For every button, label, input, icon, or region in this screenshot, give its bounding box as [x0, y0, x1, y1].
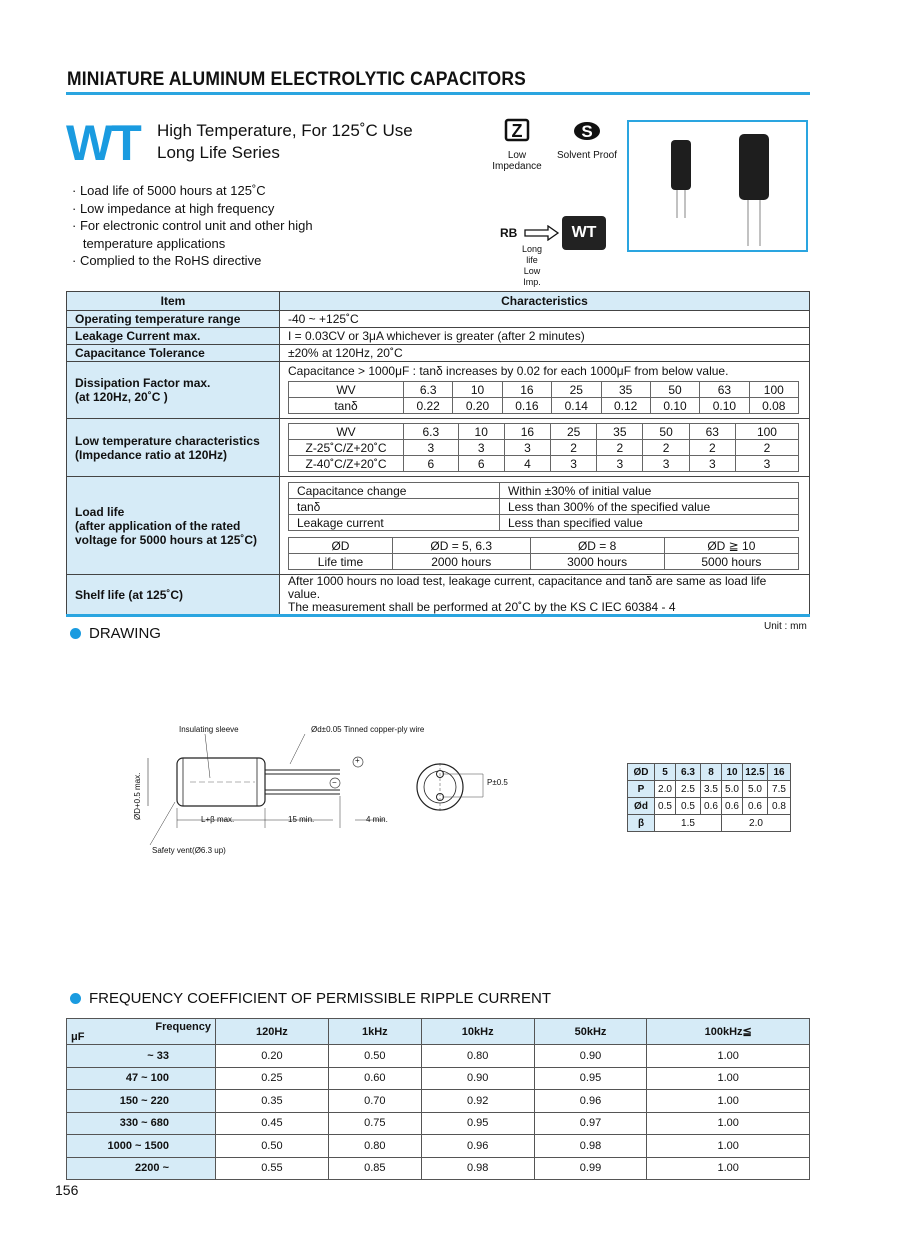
from-series-label: RB — [500, 226, 518, 240]
ll-label-3: voltage for 5000 hours at 125˚C) — [75, 532, 258, 547]
dim-cell: 5.0 — [743, 781, 768, 798]
feature-item: · For electronic control unit and other high — [72, 218, 313, 234]
diameter-label: ØD+0.5 max. — [133, 772, 142, 820]
low-temp-cell: 6 — [458, 456, 504, 472]
feature-item: temperature applications — [72, 235, 226, 251]
corner-uf-label: μF — [71, 1031, 85, 1043]
dim-cell: 0.5 — [676, 798, 701, 815]
ripple-cell: 0.70 — [328, 1090, 421, 1113]
low-temp-cell: 3 — [504, 440, 550, 456]
dimension-table — [627, 763, 791, 832]
load-life-cell — [280, 477, 810, 575]
dim-cell: 0.6 — [722, 798, 743, 815]
df-head-cell: WV — [289, 382, 404, 398]
ripple-cell: 0.99 — [534, 1157, 647, 1180]
low-temp-table — [288, 423, 799, 472]
low-temp-cell: 35 — [597, 424, 643, 440]
badge-label: Solvent Proof — [556, 150, 618, 161]
dim-cell: 6.3 — [676, 764, 701, 781]
ripple-cell: 0.96 — [534, 1090, 647, 1113]
feature-item: · Low impedance at high frequency — [72, 200, 275, 216]
low-temp-cell: 4 — [504, 456, 550, 472]
ripple-cell: 0.60 — [328, 1067, 421, 1090]
low-temp-cell: 6.3 — [404, 424, 459, 440]
df-head-cell: 16 — [502, 382, 551, 398]
low-temp-cell: 6 — [404, 456, 459, 472]
impedance-icon — [482, 118, 552, 150]
end-length-label: 4 min. — [366, 815, 388, 824]
dim-cell: β — [628, 815, 655, 832]
low-temp-cell: 3 — [458, 440, 504, 456]
df-value-cell: 0.20 — [453, 398, 502, 414]
df-label-2: (at 120Hz, 20˚C ) — [75, 390, 168, 404]
load-life-cell: Leakage current — [289, 515, 500, 531]
low-temp-cell: 16 — [504, 424, 550, 440]
df-value-cell: 0.14 — [552, 398, 601, 414]
dim-row — [628, 781, 791, 798]
minus-mark-label: − — [332, 778, 337, 787]
low-temp-cell: 2 — [689, 440, 735, 456]
dim-cell: 2.5 — [676, 781, 701, 798]
ripple-row — [67, 1112, 810, 1135]
dim-cell: 2.0 — [655, 781, 676, 798]
spec-head-characteristics: Characteristics — [280, 292, 810, 311]
ripple-cell: 1.00 — [647, 1157, 810, 1180]
arrow-right-icon — [524, 225, 560, 241]
solvent-proof-badge — [556, 118, 618, 161]
df-value-cell: 0.22 — [404, 398, 453, 414]
ripple-head-cell: 1kHz — [328, 1019, 421, 1045]
badge-label: Low Impedance — [492, 150, 542, 172]
ripple-cell: 0.90 — [421, 1067, 534, 1090]
ripple-cell: 1000 ~ 1500 — [67, 1135, 216, 1158]
dim-cell: 12.5 — [743, 764, 768, 781]
ripple-section-title — [70, 990, 551, 1007]
spec-value: ±20% at 120Hz, 20˚C — [280, 345, 810, 362]
load-life-row — [289, 515, 799, 531]
spec-head-item: Item — [67, 292, 280, 311]
flow-note-1: Long life — [522, 244, 543, 265]
low-temp-label — [67, 419, 280, 477]
svg-text:Z: Z — [511, 121, 523, 141]
drawing-title-text: DRAWING — [89, 625, 161, 642]
low-temp-cell: 50 — [643, 424, 689, 440]
life-time-cell: ØD = 8 — [530, 538, 664, 554]
dim-cell: ØD — [628, 764, 655, 781]
lt-label-1: Low temperature characteristics — [75, 433, 260, 448]
ripple-cell: 47 ~ 100 — [67, 1067, 216, 1090]
ripple-head-cell: 50kHz — [534, 1019, 647, 1045]
sleeve-label: Insulating sleeve — [179, 725, 239, 734]
shelf-text-2: The measurement shall be performed at 20˚C by the KS C IEC 60384 - 4 — [288, 600, 676, 614]
load-life-cell: Less than specified value — [500, 515, 799, 531]
corner-frequency-label: Frequency — [155, 1021, 211, 1033]
low-temp-cell: 100 — [735, 424, 798, 440]
dim-cell: 5.0 — [722, 781, 743, 798]
unit-label: Unit : mm — [764, 621, 807, 632]
ripple-cell: 0.92 — [421, 1090, 534, 1113]
flow-note — [522, 244, 542, 288]
dim-cell: 8 — [701, 764, 722, 781]
end-view-drawing — [413, 758, 488, 818]
life-time-cell: 2000 hours — [392, 554, 530, 570]
df-value-cell: tanδ — [289, 398, 404, 414]
low-temp-cell: 2 — [735, 440, 798, 456]
low-temp-cell: 3 — [597, 456, 643, 472]
load-life-cell: Less than 300% of the specified value — [500, 499, 799, 515]
ripple-cell: 2200 ~ — [67, 1157, 216, 1180]
ripple-cell: 0.50 — [328, 1045, 421, 1068]
ripple-cell: 0.45 — [216, 1112, 329, 1135]
load-life-label — [67, 477, 280, 575]
load-life-cell: tanδ — [289, 499, 500, 515]
dim-row — [628, 764, 791, 781]
shelf-life-label: Shelf life (at 125˚C) — [67, 575, 280, 615]
ripple-head-cell: 120Hz — [216, 1019, 329, 1045]
spec-label: Capacitance Tolerance — [67, 345, 280, 362]
ripple-cell: 0.90 — [534, 1045, 647, 1068]
load-life-cell: Capacitance change — [289, 483, 500, 499]
df-table — [288, 381, 799, 414]
spec-value: -40 ~ +125˚C — [280, 311, 810, 328]
df-value-cell: 0.12 — [601, 398, 650, 414]
ripple-cell: 1.00 — [647, 1045, 810, 1068]
low-temp-cell: 2 — [551, 440, 597, 456]
life-time-row — [289, 538, 799, 554]
shelf-text-1: After 1000 hours no load test, leakage current, capacitance and tanδ are same as load life value. — [288, 574, 767, 601]
spec-label: Leakage Current max. — [67, 328, 280, 345]
df-head-cell: 50 — [650, 382, 699, 398]
ripple-row — [67, 1067, 810, 1090]
low-temp-cell: 3 — [735, 456, 798, 472]
ripple-cell: 150 ~ 220 — [67, 1090, 216, 1113]
ripple-cell: 0.50 — [216, 1135, 329, 1158]
life-time-row — [289, 554, 799, 570]
svg-text:S: S — [581, 122, 593, 141]
low-temp-cell: Z-40˚C/Z+20˚C — [289, 456, 404, 472]
dim-cell: 2.0 — [722, 815, 791, 832]
product-photo — [627, 120, 808, 252]
low-temp-cell: 2 — [643, 440, 689, 456]
low-temp-row — [289, 440, 799, 456]
ripple-cell: 0.95 — [534, 1067, 647, 1090]
low-temp-cell: 3 — [689, 456, 735, 472]
ripple-row — [67, 1135, 810, 1158]
low-temp-cell: Z-25˚C/Z+20˚C — [289, 440, 404, 456]
ripple-cell: 0.80 — [328, 1135, 421, 1158]
df-note: Capacitance > 1000μF : tanδ increases by 0.02 for each 1000μF from below value. — [288, 364, 729, 378]
bullet-dot-icon — [70, 993, 81, 1004]
load-life-cell: Within ±30% of initial value — [500, 483, 799, 499]
ripple-cell: 0.75 — [328, 1112, 421, 1135]
df-head-cell: 10 — [453, 382, 502, 398]
low-temp-row — [289, 424, 799, 440]
ripple-table — [66, 1018, 810, 1180]
ripple-cell: 0.25 — [216, 1067, 329, 1090]
low-temp-cell: WV — [289, 424, 404, 440]
df-label-1: Dissipation Factor max. — [75, 376, 211, 390]
load-life-table — [288, 482, 799, 531]
ripple-row — [67, 1157, 810, 1180]
dim-cell: 0.5 — [655, 798, 676, 815]
df-head-cell: 25 — [552, 382, 601, 398]
dissipation-factor-cell — [280, 362, 810, 419]
series-code: WT — [66, 115, 140, 171]
series-subtitle-1: High Temperature, For 125˚C Use — [157, 121, 413, 140]
feature-item: · Load life of 5000 hours at 125˚C — [72, 183, 266, 198]
ripple-cell: 0.85 — [328, 1157, 421, 1180]
ripple-title-text: FREQUENCY COEFFICIENT OF PERMISSIBLE RIPPLE CURRENT — [89, 990, 552, 1007]
series-subtitle-2: Long Life Series — [157, 143, 280, 162]
df-head-cell: 100 — [749, 382, 798, 398]
dim-cell: 0.6 — [743, 798, 768, 815]
spec-value: I = 0.03CV or 3μA whichever is greater (after 2 minutes) — [280, 328, 810, 345]
ripple-cell: 0.97 — [534, 1112, 647, 1135]
feature-item: · Complied to the RoHS directive — [72, 253, 262, 269]
ripple-cell: 0.35 — [216, 1090, 329, 1113]
ripple-head-cell: 10kHz — [421, 1019, 534, 1045]
ripple-cell: 0.95 — [421, 1112, 534, 1135]
ripple-cell: ~ 33 — [67, 1045, 216, 1068]
bullet-dot-icon — [70, 628, 81, 639]
load-life-row — [289, 483, 799, 499]
lt-label-2: (Impedance ratio at 120Hz) — [75, 447, 228, 462]
low-impedance-badge — [482, 118, 552, 172]
low-temp-cell: 3 — [643, 456, 689, 472]
low-temp-cell: 10 — [458, 424, 504, 440]
section-rule — [66, 614, 810, 617]
dim-cell: 5 — [655, 764, 676, 781]
side-view-drawing — [130, 720, 400, 865]
df-value-cell: 0.10 — [650, 398, 699, 414]
ll-label-2: (after application of the rated — [75, 518, 241, 533]
spec-label: Operating temperature range — [67, 311, 280, 328]
lead-length-label: 15 min. — [288, 815, 315, 824]
plus-mark-label: + — [355, 756, 360, 765]
shelf-life-cell — [280, 575, 810, 615]
ripple-row — [67, 1090, 810, 1113]
low-temp-cell — [280, 419, 810, 477]
page-number: 156 — [55, 1182, 79, 1198]
df-value-cell: 0.10 — [700, 398, 749, 414]
header-rule — [66, 92, 810, 95]
dim-row — [628, 815, 791, 832]
life-time-cell: ØD — [289, 538, 393, 554]
pitch-label: P±0.5 — [487, 778, 508, 787]
df-head-cell: 35 — [601, 382, 650, 398]
low-temp-cell: 3 — [404, 440, 459, 456]
low-temp-cell: 2 — [597, 440, 643, 456]
load-life-row — [289, 499, 799, 515]
flow-note-2: Low Imp. — [523, 266, 541, 287]
ripple-cell: 330 ~ 680 — [67, 1112, 216, 1135]
dim-cell: Ød — [628, 798, 655, 815]
ripple-cell: 0.98 — [534, 1135, 647, 1158]
low-temp-cell: 25 — [551, 424, 597, 440]
ripple-cell: 0.80 — [421, 1045, 534, 1068]
life-time-cell: 5000 hours — [664, 554, 798, 570]
dim-row — [628, 798, 791, 815]
life-time-cell: ØD ≧ 10 — [664, 538, 798, 554]
dim-cell: 10 — [722, 764, 743, 781]
feature-list — [72, 182, 313, 270]
ripple-cell: 0.55 — [216, 1157, 329, 1180]
dim-cell: 16 — [768, 764, 791, 781]
ripple-cell: 1.00 — [647, 1135, 810, 1158]
ripple-cell: 1.00 — [647, 1090, 810, 1113]
dim-cell: 7.5 — [768, 781, 791, 798]
df-head-cell: 6.3 — [404, 382, 453, 398]
ripple-cell: 0.96 — [421, 1135, 534, 1158]
ripple-head-cell: 100kHz≦ — [647, 1019, 810, 1045]
ripple-head-row — [67, 1019, 810, 1045]
ll-label-1: Load life — [75, 504, 125, 519]
life-time-table — [288, 537, 799, 570]
low-temp-cell: 63 — [689, 424, 735, 440]
ripple-cell: 0.98 — [421, 1157, 534, 1180]
dim-cell: 3.5 — [701, 781, 722, 798]
life-time-cell: ØD = 5, 6.3 — [392, 538, 530, 554]
df-head-cell: 63 — [700, 382, 749, 398]
spec-table — [66, 291, 810, 615]
ripple-row — [67, 1045, 810, 1068]
length-label: L+β max. — [201, 815, 235, 824]
dim-cell: 0.6 — [701, 798, 722, 815]
wire-label: Ød±0.05 Tinned copper-ply wire — [311, 725, 425, 734]
dissipation-factor-label — [67, 362, 280, 419]
to-series-badge: WT — [562, 216, 606, 250]
drawing-section-title — [70, 625, 161, 642]
low-temp-row — [289, 456, 799, 472]
dim-cell: 0.8 — [768, 798, 791, 815]
ripple-cell: 1.00 — [647, 1067, 810, 1090]
ripple-cell: 1.00 — [647, 1112, 810, 1135]
low-temp-cell: 3 — [551, 456, 597, 472]
dim-cell: P — [628, 781, 655, 798]
safety-vent-label: Safety vent(Ø6.3 up) — [152, 846, 226, 855]
df-value-cell: 0.16 — [502, 398, 551, 414]
ripple-corner-cell — [67, 1019, 216, 1045]
life-time-cell: 3000 hours — [530, 554, 664, 570]
dim-cell: 1.5 — [655, 815, 722, 832]
ripple-cell: 0.20 — [216, 1045, 329, 1068]
solvent-proof-icon — [556, 118, 618, 150]
df-value-cell: 0.08 — [749, 398, 798, 414]
life-time-cell: Life time — [289, 554, 393, 570]
page-header-title: MINIATURE ALUMINUM ELECTROLYTIC CAPACITORS — [67, 69, 526, 90]
